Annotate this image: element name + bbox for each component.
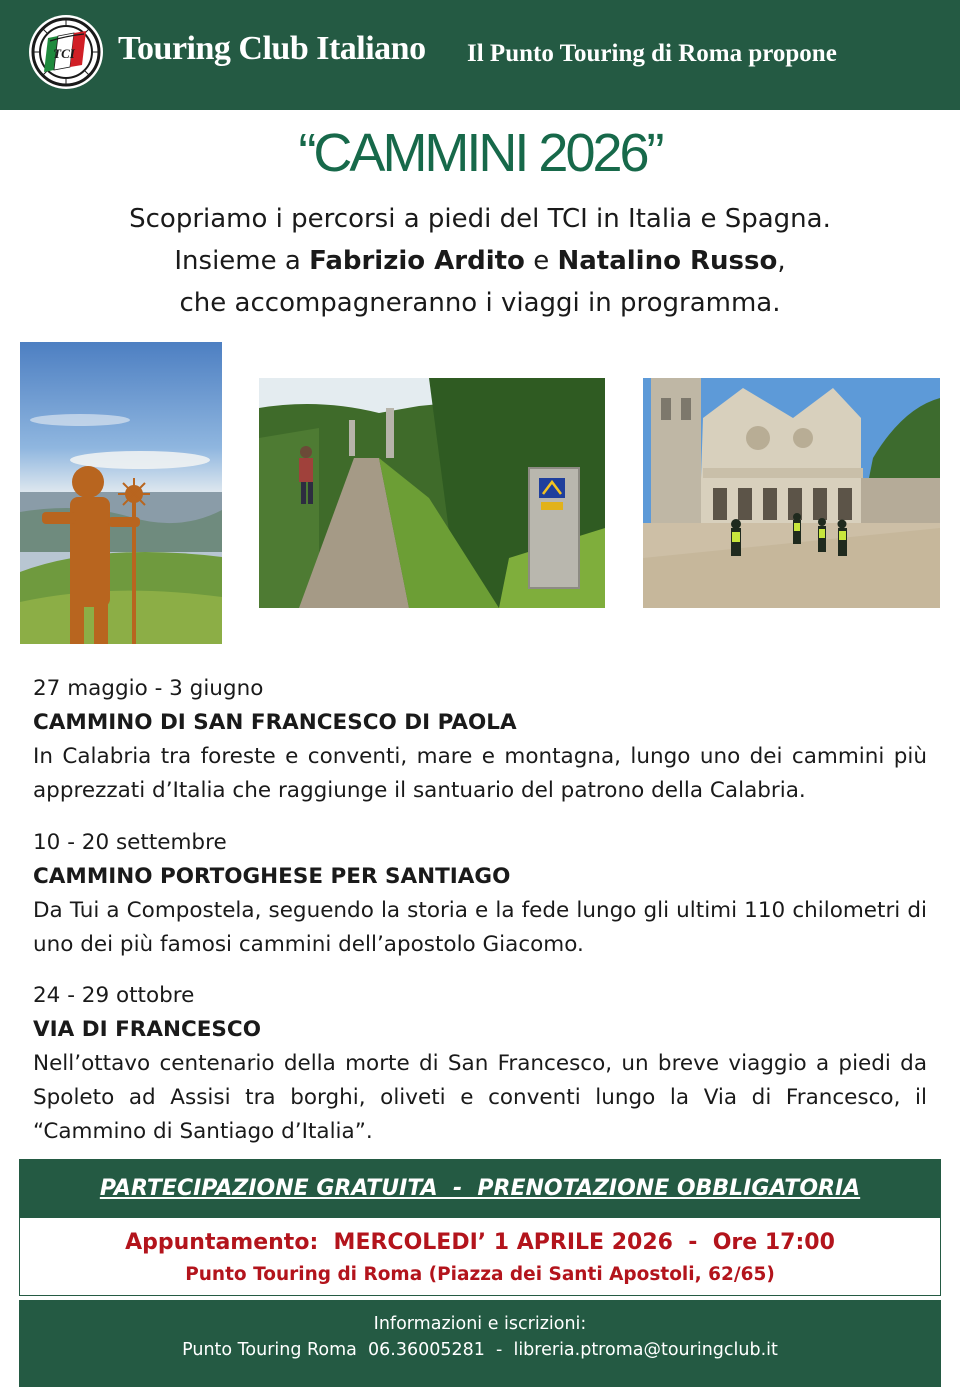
info-label: Informazioni e iscrizioni: [373,1314,587,1334]
subtitle [0,198,960,324]
guide-name-1: Fabrizio Ardito [309,246,525,276]
photo-camino-path [259,378,605,608]
subtitle-line-2-prefix: Insieme a [174,246,310,276]
trip-description: In Calabria tra foreste e conventi, mare e montagna, lungo uno dei cammini più apprezzati d’Italia che raggiunge il santuario del patrono della Calabria. [33,744,927,803]
participation-banner [20,1160,940,1218]
trip-name: CAMMINO DI SAN FRANCESCO DI PAOLA [33,710,517,735]
trip-dates: 10 - 20 settembre [33,830,227,855]
tci-logo [28,14,104,90]
trip-item [33,826,927,962]
header-bar [0,0,960,110]
logo-text: TCI [53,46,75,61]
trip-item [33,672,927,808]
header-tagline: Il Punto Touring di Roma propone [467,40,837,67]
trip-description: Nell’ottavo centenario della morte di San Francesco, un breve viaggio a piedi da Spoleto ad Assisi tra borghi, oliveti e conventi lungo la Via di Francesco, il “Cammino di Santiago d’Italia”. [33,1051,927,1144]
contact-details: Punto Touring Roma 06.36005281 - libreria.ptroma@touringclub.it [182,1340,778,1360]
subtitle-line-2 [0,240,960,282]
trip-description: Da Tui a Compostela, seguendo la storia e la fede lungo gli ultimi 110 chilometri di uno dei più famosi cammini dell’apostolo Giacomo. [33,898,927,957]
appointment-box [19,1159,941,1296]
participation-text: PARTECIPAZIONE GRATUITA - PRENOTAZIONE OBBLIGATORIA [99,1176,861,1201]
footer-contacts [19,1300,941,1387]
trip-item [33,979,927,1149]
subtitle-line-3: che accompagneranno i viaggi in programma. [179,288,781,318]
photo-statue-mountain [20,342,222,644]
subtitle-line-2-mid: e [524,246,558,276]
appointment-text: Appuntamento: MERCOLEDI’ 1 APRILE 2026 - Ore 17:00 [125,1230,835,1255]
trip-name: CAMMINO PORTOGHESE PER SANTIAGO [33,864,511,889]
page-title: “CAMMINI 2026” [298,123,662,183]
trip-dates: 27 maggio - 3 giugno [33,676,264,701]
subtitle-line-1: Scopriamo i percorsi a piedi del TCI in Italia e Spagna. [129,204,831,234]
trip-dates: 24 - 29 ottobre [33,983,195,1008]
appointment-location: Punto Touring di Roma (Piazza dei Santi Apostoli, 62/65) [185,1264,775,1285]
org-name: Touring Club Italiano [118,30,426,67]
subtitle-line-2-suffix: , [777,246,786,276]
guide-name-2: Natalino Russo [557,246,778,276]
photo-cathedral-square [643,378,940,608]
trip-name: VIA DI FRANCESCO [33,1017,261,1042]
